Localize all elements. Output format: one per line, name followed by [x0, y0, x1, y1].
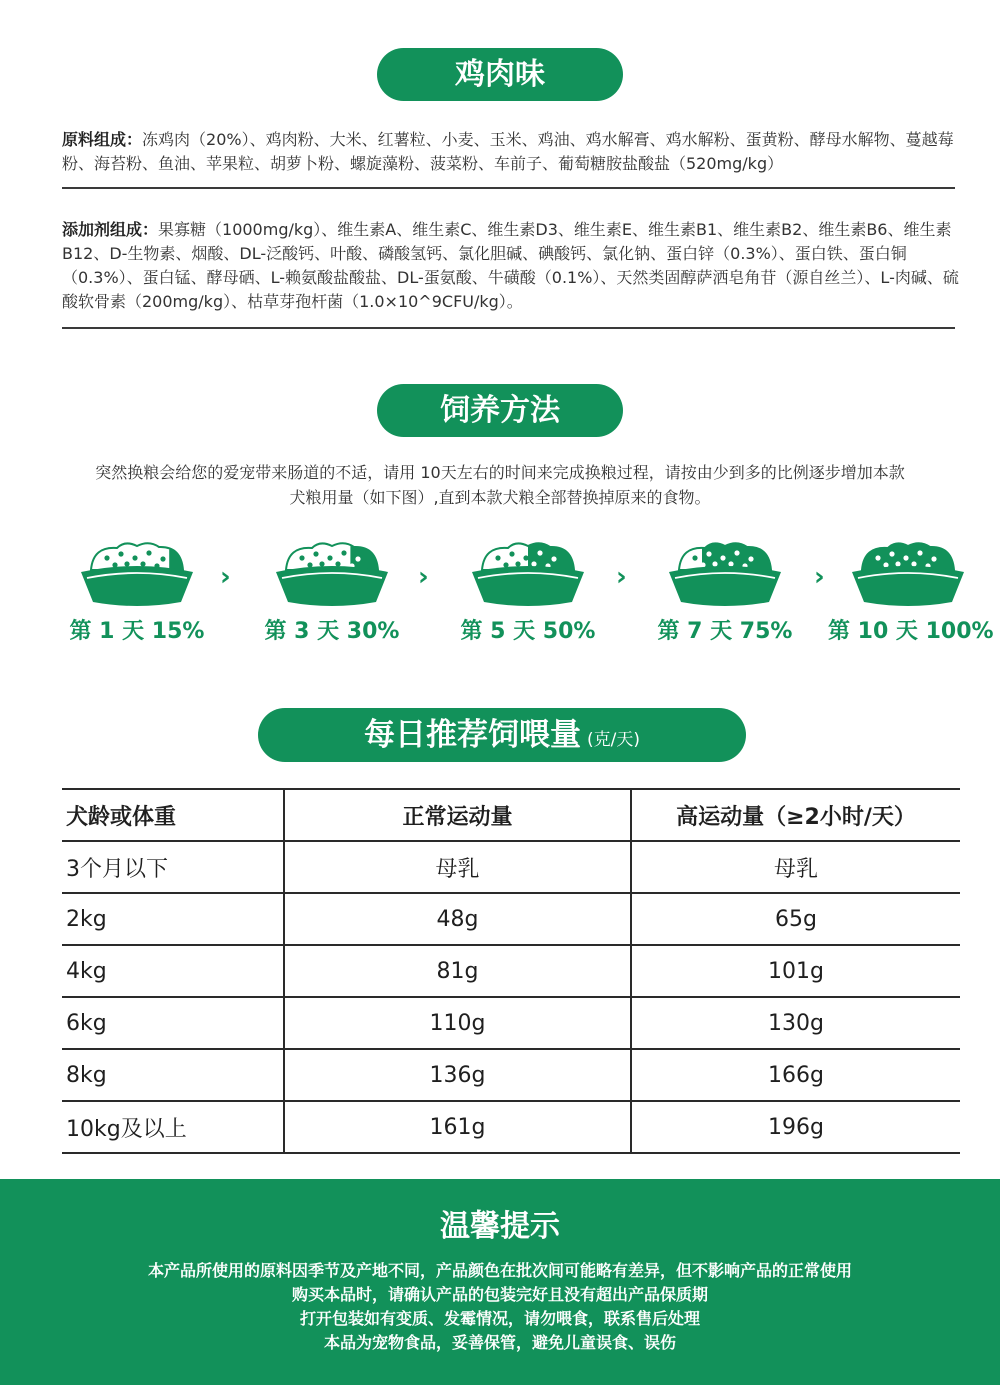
- kibble-dot: [692, 555, 697, 560]
- kibble-dot: [118, 551, 123, 556]
- intro-line: 犬粮用量（如下图）,直到本款犬粮全部替换掉原来的食物。: [289, 488, 711, 507]
- kibble-dot: [140, 561, 145, 566]
- tips-line: 购买本品时，请确认产品的包装完好且没有超出产品保质期: [291, 1285, 708, 1304]
- table-header-row: [62, 789, 960, 841]
- cell-weight: 8kg: [62, 1049, 284, 1101]
- bowl-body: [852, 566, 964, 606]
- table-row: [62, 997, 960, 1049]
- additives-paragraph: [62, 218, 962, 314]
- transition-step: [57, 538, 217, 645]
- cell-normal: 81g: [284, 945, 631, 997]
- cell-high: 166g: [631, 1049, 960, 1101]
- kibble-dot: [895, 561, 900, 566]
- kibble-dot: [734, 550, 739, 555]
- kibble-dot: [889, 551, 894, 556]
- flavor-title: 鸡肉味: [455, 57, 545, 92]
- cell-normal: 48g: [284, 893, 631, 945]
- tips-line: 本品为宠物食品，妥善保管，避免儿童误食、误伤: [323, 1333, 676, 1352]
- transition-step: [448, 538, 608, 645]
- cell-weight: 4kg: [62, 945, 284, 997]
- step-label: 第 3 天 30%: [264, 619, 400, 644]
- kibble-dot: [132, 555, 137, 560]
- kibble-dot: [728, 561, 733, 566]
- daily-feeding-unit: (克/天): [587, 730, 640, 750]
- kibble-dot: [531, 561, 536, 566]
- ingredients-paragraph: [62, 128, 962, 176]
- kibble-dot: [706, 551, 711, 556]
- cell-high: 母乳: [631, 841, 960, 893]
- intro-line: 突然换粮会给您的爱宠带来肠道的不适，请用 10天左右的时间来完成换粮过程，请按由少到多的比例逐步增加本款: [95, 463, 905, 482]
- kibble-dot: [146, 550, 151, 555]
- food-bowl-icon: [272, 538, 392, 608]
- kibble-dot: [551, 556, 556, 561]
- kibble-dot: [748, 556, 753, 561]
- tips-title: 温馨提示: [440, 1209, 560, 1244]
- kibble-dot: [160, 556, 165, 561]
- ingredients-text: 冻鸡肉（20%）、鸡肉粉、大米、红薯粒、小麦、玉米、鸡油、鸡水解膏、鸡水解粉、蛋黄粉、酵母水解物、蔓越莓粉、海苔粉、鱼油、苹果粒、胡萝卜粉、螺旋藻粉、菠菜粉、车前子、葡萄糖胺盐酸盐（520mg/kg）: [62, 130, 954, 173]
- kibble-dot: [495, 555, 500, 560]
- chevron-right-icon: ›: [220, 562, 231, 592]
- kibble-dot: [355, 556, 360, 561]
- flavor-title-badge: [377, 48, 623, 101]
- transition-step: [828, 538, 994, 645]
- header-normal: 正常运动量: [284, 789, 631, 841]
- kibble-dot: [931, 556, 936, 561]
- cell-weight: 6kg: [62, 997, 284, 1049]
- kibble-dot: [313, 551, 318, 556]
- table-row: [62, 893, 960, 945]
- kibble-dot: [537, 550, 542, 555]
- kibble-dot: [712, 561, 717, 566]
- chevron-right-icon: ›: [616, 562, 627, 592]
- header-high: 高运动量（≥2小时/天）: [631, 789, 960, 841]
- bowl-body: [276, 566, 388, 606]
- feeding-method-title: 饲养方法: [440, 393, 560, 428]
- kibble-dot: [903, 555, 908, 560]
- tips-panel: [0, 1179, 1000, 1385]
- kibble-dot: [515, 561, 520, 566]
- cell-weight: 3个月以下: [62, 841, 284, 893]
- kibble-dot: [875, 555, 880, 560]
- tips-line: 本产品所使用的原料因季节及产地不同，产品颜色在批次间可能略有差异，但不影响产品的正常使用: [147, 1261, 852, 1280]
- kibble-dot: [335, 561, 340, 566]
- cell-normal: 母乳: [284, 841, 631, 893]
- kibble-dot: [509, 551, 514, 556]
- additives-text: 果寡糖（1000mg/kg）、维生素A、维生素C、维生素D3、维生素E、维生素B1、维生素B2、维生素B6、维生素B12、D-生物素、烟酸、DL-泛酸钙、叶酸、磷酸氢钙、氯化胆碱、碘酸钙、氯化钠、蛋白锌（0.3%）、蛋白铁、蛋白铜（0.3%）、蛋白锰、酵母硒、L-赖氨酸盐酸盐、DL-蛋氨酸、牛磺酸（0.1%）、天然类固醇萨洒皂角苷（源自丝兰）、L-肉碱、硫酸软骨素（200mg/kg）、枯草芽孢杆菌（1.0×10^9CFU/kg）。: [62, 220, 959, 311]
- step-label: 第 10 天 100%: [828, 619, 994, 644]
- divider: [62, 327, 955, 329]
- table-row: [62, 945, 960, 997]
- step-label: 第 5 天 50%: [460, 619, 596, 644]
- food-bowl-icon: [468, 538, 588, 608]
- transition-step: [645, 538, 805, 645]
- food-bowl-icon: [848, 538, 968, 608]
- table-row: [62, 841, 960, 893]
- transition-step: [252, 538, 412, 645]
- food-bowl-icon: [665, 538, 785, 608]
- bowl-body: [472, 566, 584, 606]
- step-label: 第 7 天 75%: [657, 619, 793, 644]
- new-food-portion: [169, 538, 183, 572]
- food-bowl-icon: [77, 538, 197, 608]
- kibble-dot: [720, 555, 725, 560]
- chevron-right-icon: ›: [418, 562, 429, 592]
- cell-weight: 10kg及以上: [62, 1101, 284, 1153]
- additives-label: 添加剂组成：: [62, 220, 159, 239]
- cell-high: 101g: [631, 945, 960, 997]
- tips-line: 打开包装如有变质、发霉情况，请勿喂食，联系售后处理: [299, 1309, 700, 1328]
- chevron-right-icon: ›: [814, 562, 825, 592]
- step-label: 第 1 天 15%: [69, 619, 205, 644]
- cell-normal: 161g: [284, 1101, 631, 1153]
- divider: [62, 187, 955, 189]
- cell-normal: 110g: [284, 997, 631, 1049]
- cell-high: 130g: [631, 997, 960, 1049]
- bowl-body: [81, 566, 193, 606]
- header-weight: 犬龄或体重: [62, 789, 284, 841]
- kibble-dot: [299, 555, 304, 560]
- cell-normal: 136g: [284, 1049, 631, 1101]
- daily-feeding-title: 每日推荐饲喂量: [364, 717, 581, 753]
- kibble-dot: [911, 561, 916, 566]
- kibble-dot: [319, 561, 324, 566]
- kibble-dot: [917, 550, 922, 555]
- kibble-dot: [104, 555, 109, 560]
- kibble-dot: [124, 561, 129, 566]
- daily-feeding-badge: [258, 708, 746, 762]
- table-row: [62, 1101, 960, 1153]
- cell-high: 196g: [631, 1101, 960, 1153]
- kibble-dot: [327, 555, 332, 560]
- feeding-table: [62, 788, 960, 1154]
- ingredients-label: 原料组成：: [62, 130, 143, 149]
- bowl-body: [669, 566, 781, 606]
- cell-high: 65g: [631, 893, 960, 945]
- kibble-dot: [341, 550, 346, 555]
- kibble-dot: [523, 555, 528, 560]
- table-row: [62, 1049, 960, 1101]
- feeding-method-badge: [377, 384, 623, 437]
- feeding-method-intro: [40, 460, 960, 510]
- cell-weight: 2kg: [62, 893, 284, 945]
